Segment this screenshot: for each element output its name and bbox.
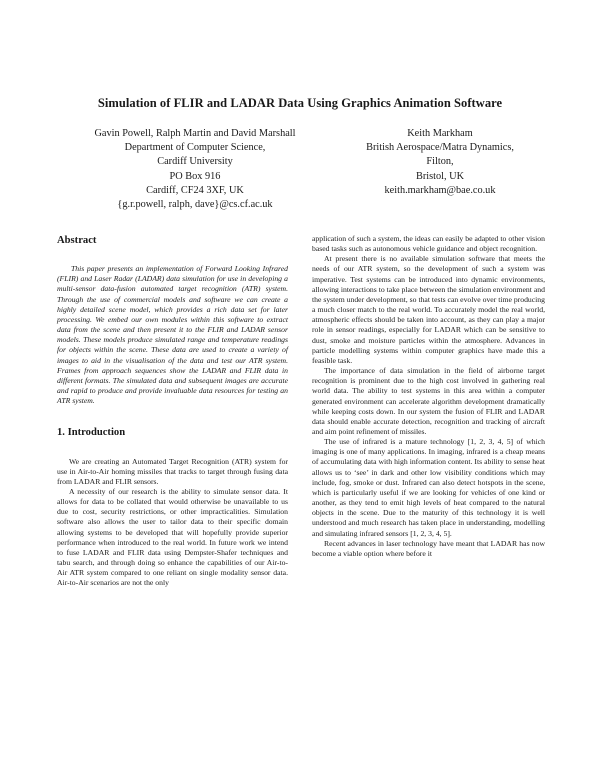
paper-title: Simulation of FLIR and LADAR Data Using Graphics Animation Software bbox=[97, 96, 503, 110]
author-block-right bbox=[335, 127, 545, 198]
author-city: Cardiff, CF24 3XF, UK bbox=[146, 184, 244, 196]
author-email: keith.markham@bae.co.uk bbox=[384, 184, 496, 196]
author-po-box: PO Box 916 bbox=[169, 170, 221, 182]
author-block-left bbox=[60, 127, 330, 212]
author-emails: {g.r.powell, ralph, dave}@cs.cf.ac.uk bbox=[117, 199, 273, 211]
paragraph: The use of infrared is a mature technology [1, 2, 3, 4, 5] of which imaging is one of many applications. In imaging, infrared is a cheap means of accumulating data with high information content. Its ability to sense heat allows us to ‘see’ in dark and other low visibility conditions which may include, fog, smoke or dust. Infrared can also detect hotspots in the scene, which is particularly useful if we are looking for vehicles of one kind or another, as they tend to emit high levels of heat compared to the natural objects in the scene. Due to the maturity of this technology it is well understood and much research has taken place in understanding, modelling and simulating infrared sensors [1, 2, 3, 4, 5]. bbox=[312, 437, 545, 538]
paragraph: The importance of data simulation in the field of airborne target recognition is prominent due to the high cost involved in gathering real world data. The ability to test systems in this area within a computer generated environment can accelerate algorithm development dramatically while keeping costs down. In our system the fusion of FLIR and LADAR data should enable accurate detection, recognition and tracking of aircraft and aim point refinement of missiles. bbox=[312, 366, 545, 436]
left-column bbox=[57, 232, 288, 589]
author-names: Gavin Powell, Ralph Martin and David Marshall bbox=[94, 128, 296, 139]
author-university: Cardiff University bbox=[157, 156, 233, 168]
author-company: British Aerospace/Matra Dynamics, bbox=[366, 142, 514, 154]
paragraph: A necessity of our research is the ability to simulate sensor data. It allows for data to be collated that would otherwise be unavailable to us due to cost, security restrictions, or other impracticalities. Simulation software also allows the user to tailor data to their specific domain allowing systems to be developed that will hopefully provide superior performance when introduced to the real world. In future work we intend to fuse LADAR and FLIR data using Dempster-Shafer techniques and tabu search, and through doing so enhance the capabilities of our Air-to-Air ATR system compared to one reliant on single modality sensor data. Air-to-Air scenarios are not the only bbox=[57, 486, 288, 588]
right-column bbox=[312, 234, 545, 559]
author-name: Keith Markham bbox=[407, 128, 473, 139]
paragraph: At present there is no available simulation software that meets the needs of our ATR system, so the development of such a system was imperative. Test systems can be introduced into dynamic environments, allowing interactions to take place between the simulation environment and the system under development, so that tests can evolve over time producing a much closer match to the real world. To accurately model the real world, atmospheric effects should be taken into account, as they can play a major role in sensor readings, especially for LADAR which can be sensitive to dust, smoke and moisture particles within the atmosphere. Advances in particle modelling systems within computer graphics have made this a feasible task. bbox=[312, 254, 545, 365]
paragraph: We are creating an Automated Target Recognition (ATR) system for use in Air-to-Air homing missiles that tracks to target through fusing data from LADAR and FLIR sensors. bbox=[57, 456, 288, 486]
paragraph: Recent advances in laser technology have meant that LADAR has now become a viable option where before it bbox=[312, 538, 545, 558]
author-department: Department of Computer Science, bbox=[124, 142, 266, 154]
paragraph: application of such a system, the ideas can easily be adapted to other vision based tasks such as autonomous vehicle guidance and object recognition. bbox=[312, 234, 545, 254]
abstract-heading: Abstract bbox=[57, 235, 97, 246]
author-city: Bristol, UK bbox=[415, 170, 465, 182]
author-site: Filton, bbox=[426, 156, 454, 168]
abstract-text: This paper presents an implementation of Forward Looking Infrared (FLIR) and Laser Radar (LADAR) data simulation for use in developing a multi-sensor data-fusion automated target recognition (ATR) system. Through the use of commercial models and software we can create a highly detailed scene model, which provides a rich data set for later processing. We embed our own modules within this software to extract data from the scene and then present it to the FLIR and LADAR sensor models. These models produce simulated range and temperature readings for objects within the scene. These data are used to create a variety of images to aid in the visualisation of the data and test our ATR system. Frames from approach sequences show the LADAR and FLIR data in different formats. The simulated data and subsequent images are accurate and rapid to produce and provide invaluable data resources for testing an ATR system. bbox=[57, 264, 288, 406]
introduction-heading: 1. Introduction bbox=[57, 427, 126, 439]
